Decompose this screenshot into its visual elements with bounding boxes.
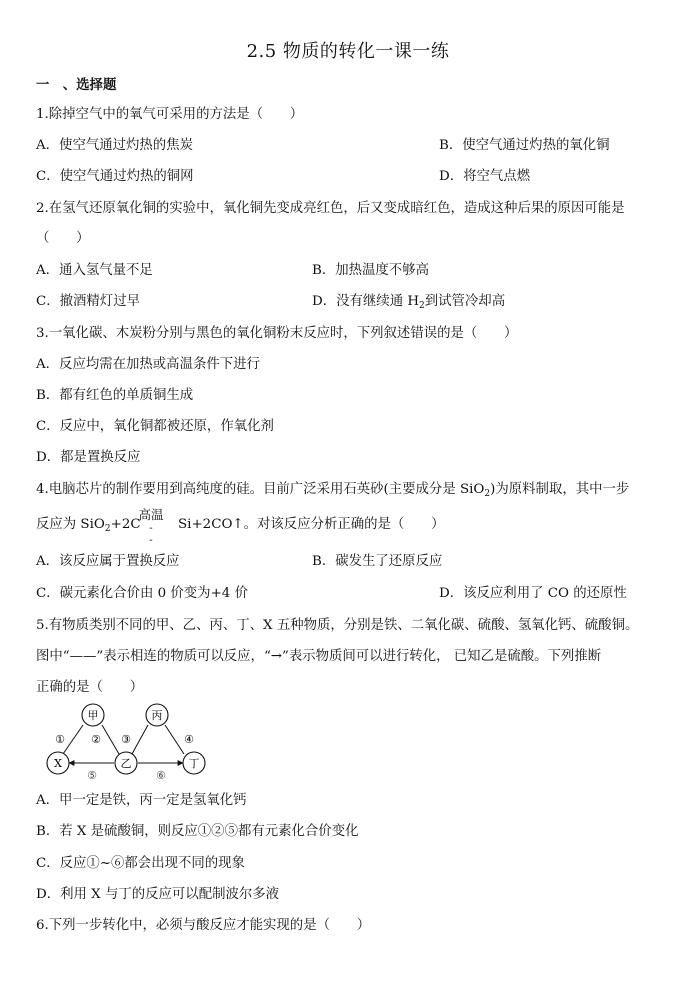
reaction-condition: 高温 — [138, 507, 164, 522]
link-jia-yi — [102, 725, 119, 754]
q5-stem-line3: 正确的是（ ） — [36, 680, 144, 695]
reaction-label-2: ② — [91, 733, 101, 746]
q4-option-a: A．该反应属于置换反应 — [36, 554, 180, 569]
subscript: 2 — [484, 489, 491, 499]
q4-option-c: C．碳元素化合价由 0 价变为+4 价 — [36, 586, 248, 601]
node-bing-label: 丙 — [151, 709, 163, 722]
q5-option-b: B．若 X 是硫酸铜，则反应①②⑤都有元素化合价变化 — [36, 824, 359, 839]
subscript: 2 — [104, 524, 111, 534]
q2-option-d-text-end: 到试管冷却高 — [424, 294, 506, 309]
q3-option-c: C．反应中，氧化铜都被还原，作氧化剂 — [36, 419, 274, 434]
q4-option-b: B．碳发生了还原反应 — [312, 554, 443, 569]
q6-stem: 6.下列一步转化中，必须与酸反应才能实现的是（ ） — [36, 918, 371, 933]
q2-stem-line2: （ ） — [36, 231, 90, 246]
q4-stem — [36, 481, 629, 499]
link-bing-ding — [165, 725, 184, 754]
q1-stem: 1.除掉空气中的氧气可采用的方法是（ ） — [36, 107, 304, 122]
page-title: 2.5 物质的转化一课一练 — [246, 41, 450, 62]
node-jia-label: 甲 — [87, 709, 99, 722]
node-ding-label: 丁 — [188, 757, 200, 770]
reaction-label-6: ⑥ — [156, 769, 166, 782]
q4-stem-text: 4.电脑芯片的制作要用到高纯度的硅。目前广泛采用石英砂(主要成分是 SiO — [36, 482, 485, 497]
q4-equation-lead — [36, 516, 141, 534]
q1-option-d: D．将空气点燃 — [439, 169, 531, 184]
q5-option-a: A．甲一定是铁，丙一定是氢氧化钙 — [36, 793, 247, 808]
equals-sign-upper: - — [149, 523, 153, 534]
q5-stem-line1: 5.有物质类别不同的甲、乙、丙、丁、X 五种物质，分别是铁、二氧化碳、硫酸、氢氧化钙、硫酸铜。 — [36, 618, 639, 633]
q2-option-c: C．撤酒精灯过早 — [36, 294, 140, 309]
q2-stem-line1: 2.在氢气还原氧化铜的实验中，氧化铜先变成亮红色，后又变成暗红色，造成这种后果的原因可能是 — [36, 201, 625, 216]
reaction-network-diagram — [36, 700, 216, 785]
q1-option-a: A．使空气通过灼热的焦炭 — [36, 138, 193, 153]
subscript: 2 — [419, 301, 425, 311]
reaction-label-1: ① — [55, 733, 65, 746]
reaction-label-5: ⑤ — [87, 769, 97, 782]
q5-option-c: C．反应①~⑥都会出现不同的现象 — [36, 856, 245, 871]
q2-option-d-text: D．没有继续通 H — [312, 294, 420, 309]
q3-stem: 3.一氧化碳、木炭粉分别与黑色的氧化铜粉末反应时，下列叙述错误的是（ ） — [36, 326, 518, 341]
q2-option-d — [312, 293, 505, 311]
q1-option-c: C．使空气通过灼热的铜网 — [36, 169, 194, 184]
q1-option-b: B．使空气通过灼热的氧化铜 — [439, 138, 610, 153]
q4-option-d: D．该反应利用了 CO 的还原性 — [439, 586, 627, 601]
node-x-label: X — [54, 757, 62, 770]
q5-option-d: D．利用 X 与丁的反应可以配制波尔多液 — [36, 887, 280, 902]
reaction-label-3: ③ — [121, 733, 131, 746]
link-jia-x — [63, 725, 83, 754]
q3-option-a: A．反应均需在加热或高温条件下进行 — [36, 357, 260, 372]
q4-equation-product: Si+2CO↑。对该反应分析正确的是（ ） — [178, 517, 445, 532]
q4-stem-text-end: )为原料制取，其中一步 — [490, 482, 630, 497]
q5-stem-line2: 图中“——”表示相连的物质可以反应，“→”表示物质间可以进行转化， 已知乙是硫酸。下列推断 — [36, 649, 602, 664]
node-yi-label: 乙 — [120, 757, 132, 770]
equals-sign-lower: - — [149, 535, 153, 546]
q2-option-b: B．加热温度不够高 — [312, 263, 429, 278]
q3-option-d: D．都是置换反应 — [36, 450, 141, 465]
link-bing-yi — [132, 725, 148, 754]
q4-equation-text: 反应为 SiO — [36, 517, 105, 532]
q3-option-b: B．都有红色的单质铜生成 — [36, 388, 194, 403]
reaction-label-4: ④ — [184, 733, 194, 746]
q4-equation-reactant: +2C — [110, 517, 141, 532]
q2-option-a: A．通入氢气量不足 — [36, 263, 153, 278]
section-heading: 一 、选择题 — [36, 77, 117, 93]
